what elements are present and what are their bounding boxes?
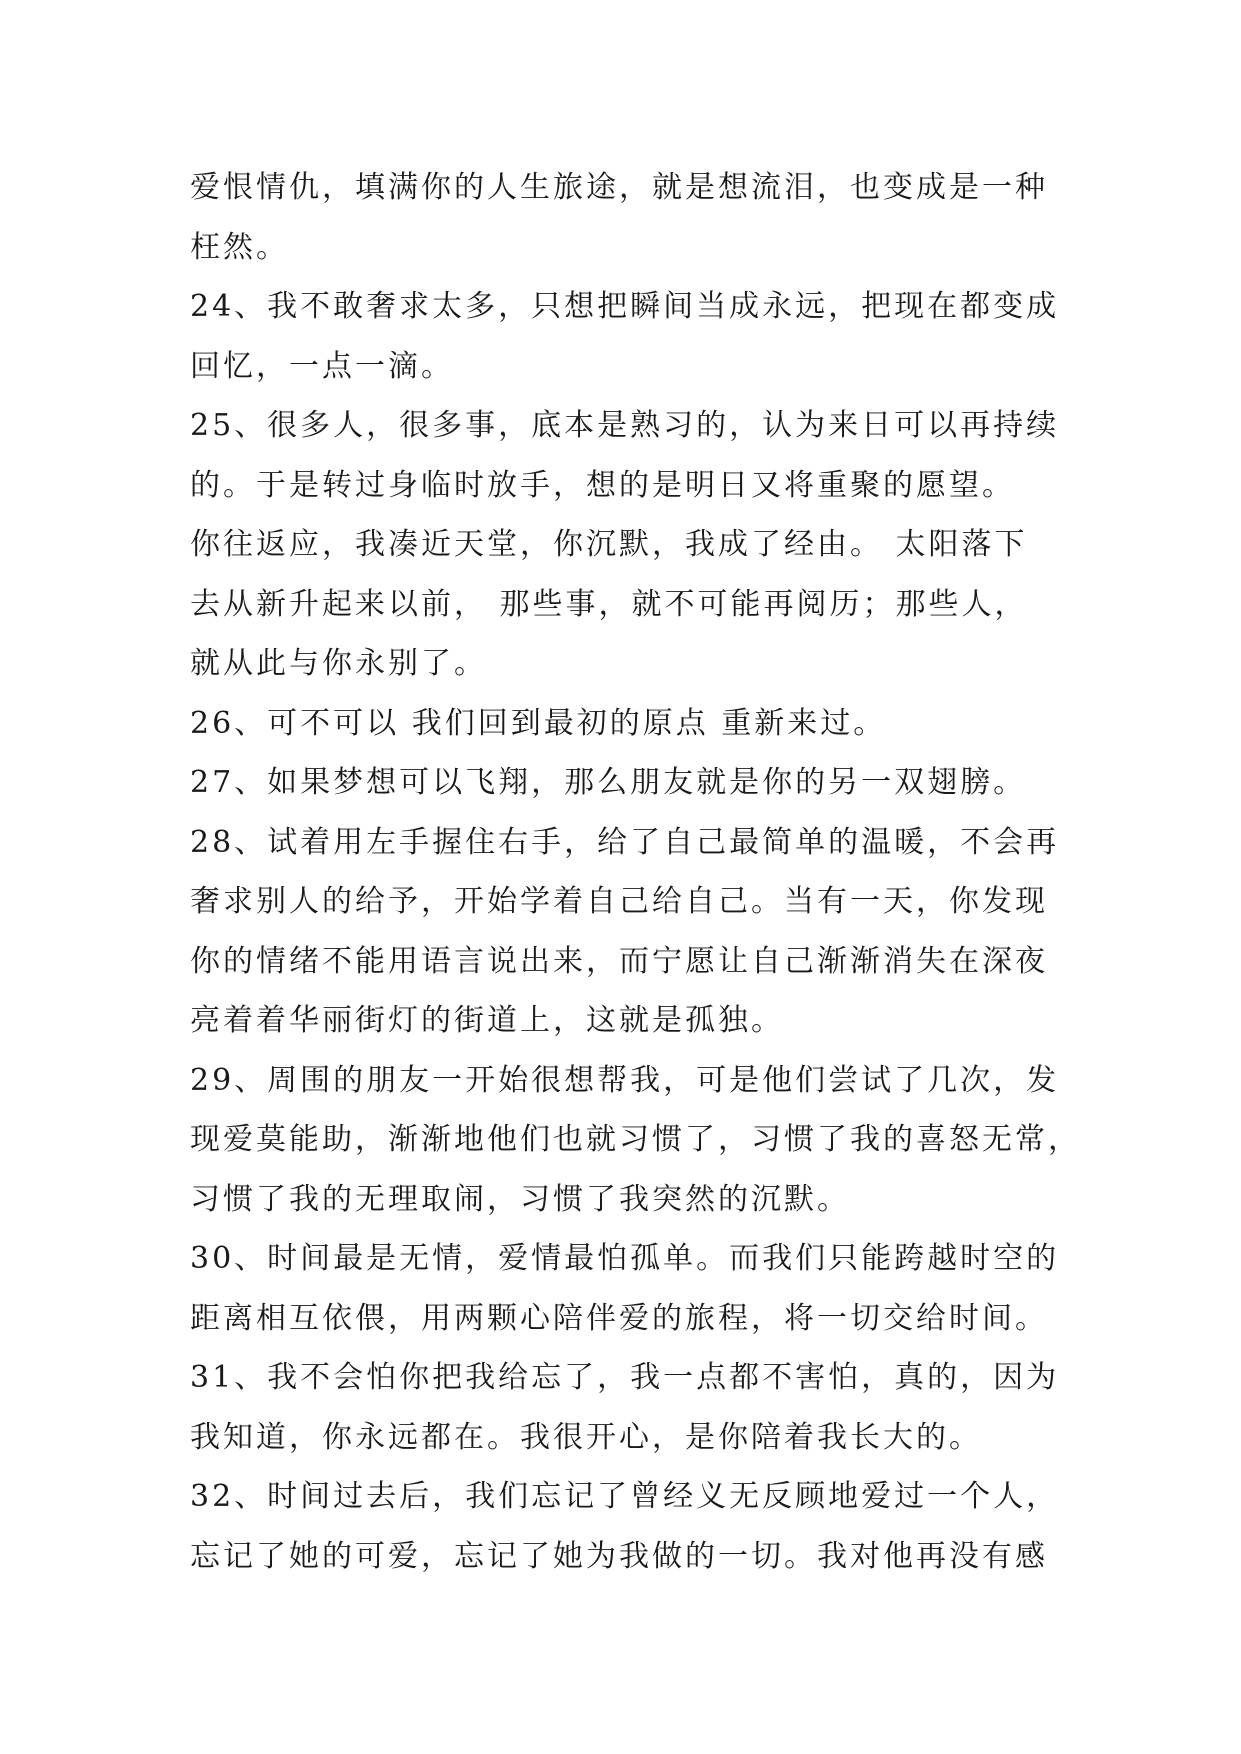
text-line: 回忆，一点一滴。 bbox=[190, 348, 454, 384]
text-line: 忘记了她的可爱，忘记了她为我做的一切。我对他再没有感 bbox=[190, 1538, 1048, 1574]
text-line: 31、我不会怕你把我给忘了，我一点都不害怕，真的，因为 bbox=[190, 1360, 1060, 1395]
text-line: 亮着着华丽街灯的街道上，这就是孤独。 bbox=[190, 1003, 784, 1038]
text-line: 习惯了我的无理取闹，习惯了我突然的沉默。 bbox=[190, 1181, 850, 1217]
text-line: 你的情绪不能用语言说出来，而宁愿让自己渐渐消失在深夜 bbox=[190, 943, 1048, 979]
text-line: 去从新升起来以前， 那些事，就不可能再阅历；那些人， bbox=[190, 586, 1028, 622]
text-line: 你往返应，我凑近天堂，你沉默，我成了经由。 太阳落下 bbox=[190, 527, 1028, 562]
text-line: 24、我不敢奢求太多，只想把瞬间当成永远，把现在都变成 bbox=[190, 289, 1060, 324]
text-line: 28、试着用左手握住右手，给了自己最简单的温暖，不会再 bbox=[190, 824, 1060, 860]
text-line: 27、如果梦想可以飞翔，那么朋友就是你的另一双翅膀。 bbox=[190, 765, 1027, 800]
text-line: 30、时间最是无情，爱情最怕孤单。而我们只能跨越时空的 bbox=[190, 1241, 1060, 1276]
document-body bbox=[190, 158, 1081, 1586]
text-line: 距离相互依偎，用两颗心陪伴爱的旅程，将一切交给时间。 bbox=[190, 1300, 1048, 1336]
text-line: 32、时间过去后，我们忘记了曾经义无反顾地爱过一个人， bbox=[190, 1479, 1060, 1514]
text-line: 现爱莫能助，渐渐地他们也就习惯了，习惯了我的喜怒无常， bbox=[190, 1122, 1081, 1157]
text-line: 我知道，你永远都在。我很开心，是你陪着我长大的。 bbox=[190, 1419, 982, 1455]
text-line: 就从此与你永别了。 bbox=[190, 646, 487, 681]
text-line: 爱恨情仇，填满你的人生旅途，就是想流泪，也变成是一种 bbox=[190, 170, 1048, 205]
text-line: 29、周围的朋友一开始很想帮我，可是他们尝试了几次，发 bbox=[190, 1062, 1060, 1098]
text-line: 奢求别人的给予，开始学着自己给自己。当有一天，你发现 bbox=[190, 884, 1048, 919]
text-line: 的。于是转过身临时放手，想的是明日又将重聚的愿望。 bbox=[190, 467, 1015, 503]
text-line: 25、很多人，很多事，底本是熟习的，认为来日可以再持续 bbox=[190, 408, 1060, 443]
text-line: 枉然。 bbox=[190, 229, 289, 265]
text-line: 26、可不可以 我们回到最初的原点 重新来过。 bbox=[190, 705, 887, 741]
